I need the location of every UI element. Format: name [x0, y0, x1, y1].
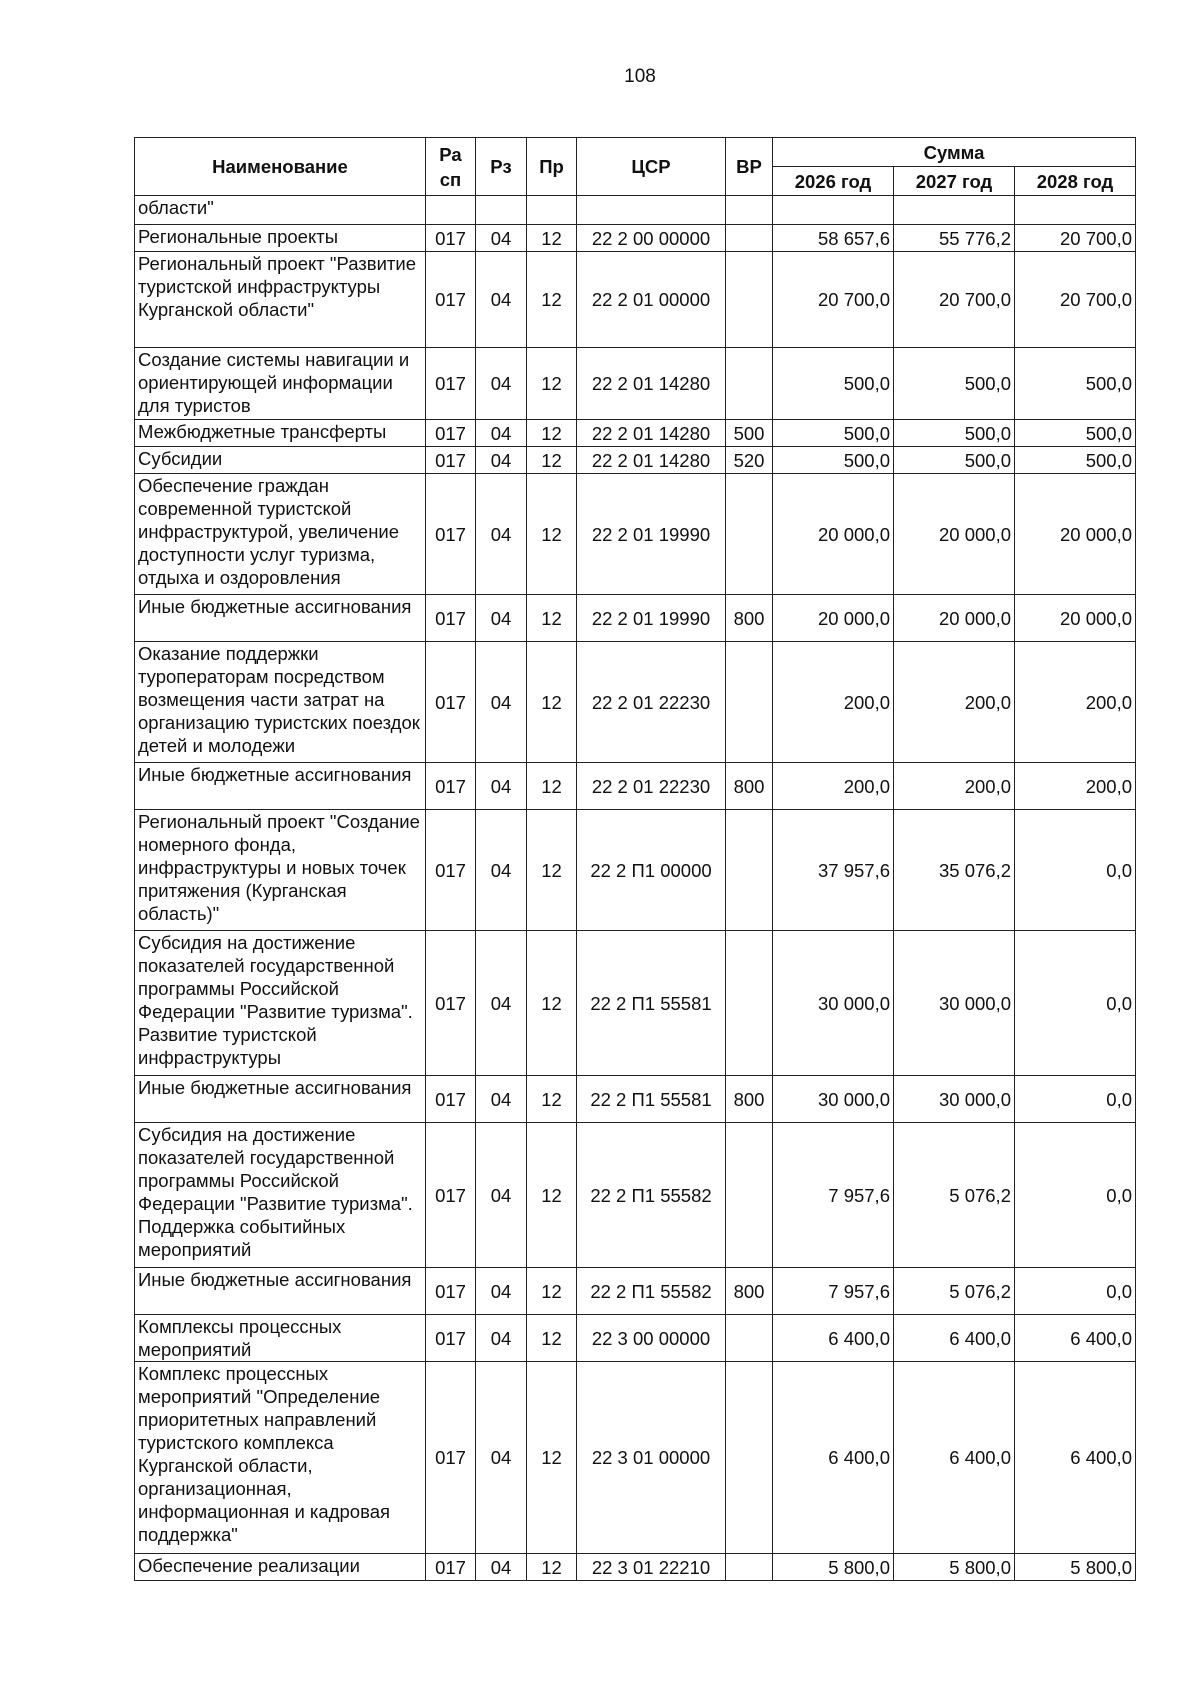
row-amount-2026: 7 957,6 — [773, 1123, 894, 1268]
row-amount-2028: 0,0 — [1015, 931, 1136, 1076]
row-rz: 04 — [476, 252, 527, 348]
row-amount-2028: 20 000,0 — [1015, 474, 1136, 595]
row-rasp — [426, 196, 476, 225]
row-csr: 22 2 01 19990 — [577, 595, 726, 642]
row-name: Региональный проект "Развитие туристской инфраструктуры Курганской области" — [135, 252, 426, 348]
table-row — [135, 595, 1136, 642]
row-amount-2028: 0,0 — [1015, 810, 1136, 931]
row-rz: 04 — [476, 1362, 527, 1554]
table-row — [135, 348, 1136, 420]
row-rasp: 017 — [426, 474, 476, 595]
row-csr: 22 2 01 19990 — [577, 474, 726, 595]
row-name: Обеспечение граждан современной туристской инфраструктурой, увеличение доступности услуг туризма, отдыха и оздоровления — [135, 474, 426, 595]
row-csr: 22 2 01 14280 — [577, 348, 726, 420]
row-amount-2028: 0,0 — [1015, 1076, 1136, 1123]
row-amount-2026: 7 957,6 — [773, 1268, 894, 1315]
row-csr: 22 2 П1 55582 — [577, 1123, 726, 1268]
row-amount-2027: 20 700,0 — [894, 252, 1015, 348]
row-amount-2026: 5 800,0 — [773, 1554, 894, 1581]
row-name: Субсидия на достижение показателей государственной программы Российской Федерации "Развитие туризма". Поддержка событийных мероприятий — [135, 1123, 426, 1268]
row-name: Субсидии — [135, 447, 426, 474]
row-amount-2026 — [773, 196, 894, 225]
row-rasp: 017 — [426, 642, 476, 763]
row-pr: 12 — [527, 1076, 577, 1123]
row-rz: 04 — [476, 420, 527, 447]
row-amount-2028: 20 700,0 — [1015, 252, 1136, 348]
row-csr: 22 2 01 14280 — [577, 447, 726, 474]
row-amount-2027: 55 776,2 — [894, 225, 1015, 252]
row-amount-2028: 20 700,0 — [1015, 225, 1136, 252]
row-amount-2026: 500,0 — [773, 348, 894, 420]
row-vr — [726, 196, 773, 225]
header-year-2026: 2026 год — [773, 167, 894, 196]
row-rz: 04 — [476, 447, 527, 474]
row-pr: 12 — [527, 1554, 577, 1581]
row-rasp: 017 — [426, 763, 476, 810]
row-amount-2026: 58 657,6 — [773, 225, 894, 252]
row-amount-2027: 30 000,0 — [894, 931, 1015, 1076]
row-vr — [726, 1554, 773, 1581]
row-pr: 12 — [527, 595, 577, 642]
row-csr: 22 2 01 22230 — [577, 763, 726, 810]
row-rasp: 017 — [426, 1123, 476, 1268]
row-amount-2028: 200,0 — [1015, 763, 1136, 810]
row-amount-2028 — [1015, 196, 1136, 225]
table-row — [135, 420, 1136, 447]
row-rz — [476, 196, 527, 225]
row-rasp: 017 — [426, 1076, 476, 1123]
row-rasp: 017 — [426, 348, 476, 420]
row-amount-2028: 500,0 — [1015, 420, 1136, 447]
table-row — [135, 447, 1136, 474]
row-amount-2026: 20 000,0 — [773, 474, 894, 595]
row-csr: 22 2 П1 55581 — [577, 1076, 726, 1123]
row-vr — [726, 1123, 773, 1268]
row-pr — [527, 196, 577, 225]
row-rasp: 017 — [426, 252, 476, 348]
table-row — [135, 642, 1136, 763]
budget-table — [134, 137, 1136, 1581]
row-csr: 22 3 01 00000 — [577, 1362, 726, 1554]
table-row — [135, 1362, 1136, 1554]
row-pr: 12 — [527, 931, 577, 1076]
row-rz: 04 — [476, 931, 527, 1076]
row-pr: 12 — [527, 252, 577, 348]
table-row — [135, 474, 1136, 595]
row-amount-2027: 6 400,0 — [894, 1362, 1015, 1554]
row-name: Иные бюджетные ассигнования — [135, 595, 426, 642]
row-name: Субсидия на достижение показателей государственной программы Российской Федерации "Развитие туризма". Развитие туристской инфраструктуры — [135, 931, 426, 1076]
row-amount-2027 — [894, 196, 1015, 225]
row-amount-2028: 500,0 — [1015, 447, 1136, 474]
row-vr — [726, 642, 773, 763]
row-vr — [726, 1315, 773, 1362]
row-rasp: 017 — [426, 1362, 476, 1554]
header-rasp: Ра сп — [426, 138, 476, 196]
row-amount-2026: 20 000,0 — [773, 595, 894, 642]
header-year-2028: 2028 год — [1015, 167, 1136, 196]
row-name: области" — [135, 196, 426, 225]
table-row — [135, 931, 1136, 1076]
row-vr: 800 — [726, 763, 773, 810]
row-pr: 12 — [527, 447, 577, 474]
row-pr: 12 — [527, 1268, 577, 1315]
row-amount-2027: 500,0 — [894, 420, 1015, 447]
row-amount-2026: 500,0 — [773, 447, 894, 474]
row-vr — [726, 810, 773, 931]
row-csr: 22 2 П1 00000 — [577, 810, 726, 931]
row-vr — [726, 348, 773, 420]
row-amount-2028: 200,0 — [1015, 642, 1136, 763]
row-pr: 12 — [527, 642, 577, 763]
row-vr: 800 — [726, 595, 773, 642]
row-rz: 04 — [476, 642, 527, 763]
row-rz: 04 — [476, 1076, 527, 1123]
row-amount-2026: 30 000,0 — [773, 931, 894, 1076]
row-vr — [726, 252, 773, 348]
row-rasp: 017 — [426, 810, 476, 931]
row-amount-2026: 37 957,6 — [773, 810, 894, 931]
row-vr — [726, 474, 773, 595]
row-pr: 12 — [527, 474, 577, 595]
header-csr: ЦСР — [577, 138, 726, 196]
row-amount-2028: 0,0 — [1015, 1268, 1136, 1315]
row-amount-2028: 5 800,0 — [1015, 1554, 1136, 1581]
row-amount-2028: 0,0 — [1015, 1123, 1136, 1268]
row-name: Комплексы процессных мероприятий — [135, 1315, 426, 1362]
row-csr: 22 3 00 00000 — [577, 1315, 726, 1362]
row-pr: 12 — [527, 1362, 577, 1554]
row-amount-2027: 20 000,0 — [894, 474, 1015, 595]
row-pr: 12 — [527, 1315, 577, 1362]
row-name: Региональные проекты — [135, 225, 426, 252]
row-rz: 04 — [476, 1315, 527, 1362]
row-amount-2026: 200,0 — [773, 763, 894, 810]
table-row — [135, 1268, 1136, 1315]
row-amount-2027: 500,0 — [894, 447, 1015, 474]
table-row — [135, 1315, 1136, 1362]
row-csr: 22 2 01 00000 — [577, 252, 726, 348]
row-amount-2026: 30 000,0 — [773, 1076, 894, 1123]
row-name: Обеспечение реализации — [135, 1554, 426, 1581]
row-pr: 12 — [527, 1123, 577, 1268]
header-sum: Сумма — [773, 138, 1136, 167]
row-pr: 12 — [527, 225, 577, 252]
row-amount-2028: 6 400,0 — [1015, 1362, 1136, 1554]
row-amount-2028: 500,0 — [1015, 348, 1136, 420]
row-rz: 04 — [476, 348, 527, 420]
row-rasp: 017 — [426, 447, 476, 474]
row-rz: 04 — [476, 763, 527, 810]
table-row — [135, 1123, 1136, 1268]
table-row — [135, 810, 1136, 931]
row-vr — [726, 1362, 773, 1554]
row-amount-2028: 6 400,0 — [1015, 1315, 1136, 1362]
table-row — [135, 1554, 1136, 1581]
row-vr: 520 — [726, 447, 773, 474]
header-name: Наименование — [135, 138, 426, 196]
row-csr: 22 2 01 22230 — [577, 642, 726, 763]
row-vr: 800 — [726, 1076, 773, 1123]
row-rasp: 017 — [426, 1315, 476, 1362]
row-rz: 04 — [476, 810, 527, 931]
row-pr: 12 — [527, 763, 577, 810]
row-amount-2026: 200,0 — [773, 642, 894, 763]
table-header — [135, 138, 1136, 196]
row-rz: 04 — [476, 225, 527, 252]
row-amount-2027: 5 076,2 — [894, 1268, 1015, 1315]
row-csr: 22 2 П1 55581 — [577, 931, 726, 1076]
row-name: Межбюджетные трансферты — [135, 420, 426, 447]
row-rasp: 017 — [426, 1268, 476, 1315]
row-amount-2027: 5 800,0 — [894, 1554, 1015, 1581]
row-name: Оказание поддержки туроператорам посредством возмещения части затрат на организацию туристских поездок детей и молодежи — [135, 642, 426, 763]
row-csr: 22 3 01 22210 — [577, 1554, 726, 1581]
table-row — [135, 1076, 1136, 1123]
row-amount-2027: 20 000,0 — [894, 595, 1015, 642]
row-rasp: 017 — [426, 1554, 476, 1581]
row-vr — [726, 225, 773, 252]
header-vr: ВР — [726, 138, 773, 196]
table-row — [135, 196, 1136, 225]
row-vr — [726, 931, 773, 1076]
row-name: Иные бюджетные ассигнования — [135, 1268, 426, 1315]
row-rz: 04 — [476, 1268, 527, 1315]
row-amount-2027: 500,0 — [894, 348, 1015, 420]
row-rz: 04 — [476, 474, 527, 595]
table-row — [135, 225, 1136, 252]
row-amount-2027: 30 000,0 — [894, 1076, 1015, 1123]
row-rasp: 017 — [426, 420, 476, 447]
row-name: Иные бюджетные ассигнования — [135, 763, 426, 810]
row-name: Иные бюджетные ассигнования — [135, 1076, 426, 1123]
row-amount-2027: 6 400,0 — [894, 1315, 1015, 1362]
row-rasp: 017 — [426, 931, 476, 1076]
row-amount-2028: 20 000,0 — [1015, 595, 1136, 642]
row-rasp: 017 — [426, 225, 476, 252]
row-rz: 04 — [476, 1554, 527, 1581]
row-vr: 500 — [726, 420, 773, 447]
header-rz: Рз — [476, 138, 527, 196]
row-amount-2027: 5 076,2 — [894, 1123, 1015, 1268]
header-year-2027: 2027 год — [894, 167, 1015, 196]
row-amount-2026: 6 400,0 — [773, 1362, 894, 1554]
row-pr: 12 — [527, 348, 577, 420]
row-pr: 12 — [527, 810, 577, 931]
table-row — [135, 252, 1136, 348]
row-vr: 800 — [726, 1268, 773, 1315]
row-rz: 04 — [476, 1123, 527, 1268]
row-csr: 22 2 П1 55582 — [577, 1268, 726, 1315]
row-pr: 12 — [527, 420, 577, 447]
row-name: Региональный проект "Создание номерного фонда, инфраструктуры и новых точек притяжения (Курганская область)" — [135, 810, 426, 931]
row-amount-2027: 200,0 — [894, 763, 1015, 810]
table-row — [135, 763, 1136, 810]
row-amount-2026: 500,0 — [773, 420, 894, 447]
row-csr — [577, 196, 726, 225]
row-name: Создание системы навигации и ориентирующей информации для туристов — [135, 348, 426, 420]
header-pr: Пр — [527, 138, 577, 196]
table-body — [135, 196, 1136, 1581]
row-csr: 22 2 00 00000 — [577, 225, 726, 252]
row-name: Комплекс процессных мероприятий "Определение приоритетных направлений туристского комплекса Курганской области, организационная, информационная и кадровая поддержка" — [135, 1362, 426, 1554]
row-amount-2027: 200,0 — [894, 642, 1015, 763]
row-rz: 04 — [476, 595, 527, 642]
row-amount-2027: 35 076,2 — [894, 810, 1015, 931]
row-amount-2026: 6 400,0 — [773, 1315, 894, 1362]
row-rasp: 017 — [426, 595, 476, 642]
row-amount-2026: 20 700,0 — [773, 252, 894, 348]
row-csr: 22 2 01 14280 — [577, 420, 726, 447]
page-number: 108 — [624, 66, 656, 87]
